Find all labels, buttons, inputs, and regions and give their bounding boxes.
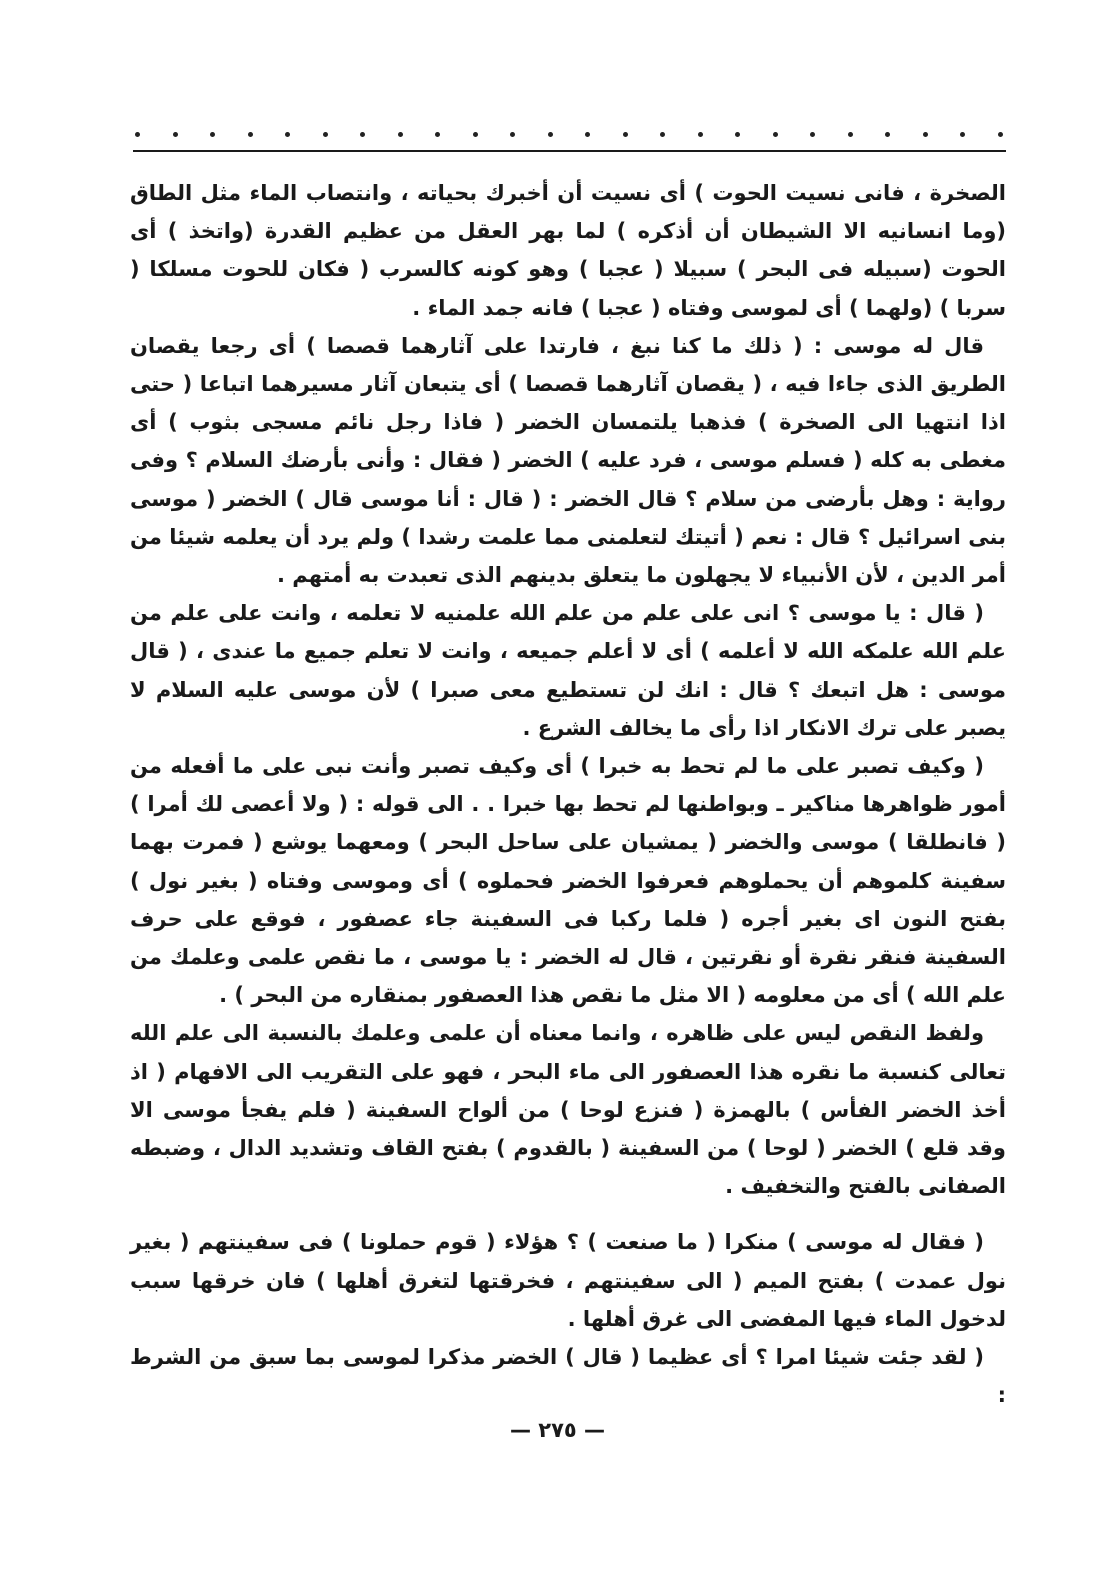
paragraph-7: ( لقد جئت شيئا امرا ؟ أى عظيما ( قال ) الخضر مذكرا لموسى بما سبق من الشرط : xyxy=(130,1345,1006,1408)
paragraph-3: ( قال : يا موسى ؟ انى على علم من علم الله علمنيه لا تعلمه ، وانت على علم من علم الله علمكه الله لا أعلمه ) أى لا أعلم جميعه ، وانت لا تعلم جميع ما عندى ، ( قال موسى : هل اتبعك ؟ قال : انك لن تستطيع معى صبرا ) لأن موسى عليه السلام لا يصبر على ترك الانكار اذا رأى ما يخالف الشرع . xyxy=(130,601,1006,740)
paragraph-5: ولفظ النقص ليس على ظاهره ، وانما معناه أن علمى وعلمك بالنسبة الى علم الله تعالى كنسبة ما نقره هذا العصفور الى ماء البحر ، فهو على التقريب الى الافهام ( اذ أخذ الخضر الفأس ) بالهمزة ( فنزع لوحا ) من ألواح السفينة ( فلم يفجأ موسى الا وقد قلع ) الخضر ( لوحا ) من السفينة ( بالقدوم ) بفتح القاف وتشديد الدال ، وضبطه الصفانى بالفتح والتخفيف . xyxy=(130,1021,1006,1199)
page-number: — ٢٧٥ — xyxy=(509,1418,606,1442)
header-dot xyxy=(360,132,365,137)
header-dot xyxy=(810,132,815,137)
header-dot xyxy=(848,132,853,137)
paragraph-1: الصخرة ، فانى نسيت الحوت ) أى نسيت أن أخبرك بحياته ، وانتصاب الماء مثل الطاق (وما انسانيه الا الشيطان أن أذكره ) لما بهر العقل من عظيم القدرة (واتخذ ) أى الحوت (سبيله فى البحر ) سبيلا ( عجبا ) وهو كونه كالسرب ( فكان للحوت مسلكا ( سربا ) (ولهما ) أى لموسى وفتاه ( عجبا ) فانه جمد الماء . xyxy=(130,181,1006,320)
header-dot xyxy=(548,132,553,137)
header-dot xyxy=(510,132,515,137)
header-dot xyxy=(285,132,290,137)
decorative-dot-row xyxy=(135,124,1003,144)
page-body-text xyxy=(130,174,1006,1415)
header-dot xyxy=(660,132,665,137)
header-dot xyxy=(623,132,628,137)
header-dot xyxy=(923,132,928,137)
header-dot xyxy=(473,132,478,137)
header-dot xyxy=(698,132,703,137)
header-dot xyxy=(998,132,1003,137)
header-dot xyxy=(435,132,440,137)
header-dot xyxy=(173,132,178,137)
header-dot xyxy=(398,132,403,137)
header-dot xyxy=(248,132,253,137)
header-dot xyxy=(135,132,140,137)
paragraph-4: ( وكيف تصبر على ما لم تحط به خبرا ) أى وكيف تصبر وأنت نبى على ما أفعله من أمور ظواهرها مناكير ـ وبواطنها لم تحط بها خبرا . . الى قوله : ( ولا أعصى لك أمرا ) ( فانطلقا ) موسى والخضر ( يمشيان على ساحل البحر ) ومعهما يوشع ( فمرت بهما سفينة كلموهم أن يحملوهم فعرفوا الخضر فحملوه ) أى وموسى وفتاه ( بغير نول ) بفتح النون اى بغير أجره ( فلما ركبا فى السفينة جاء عصفور ، فوقع على حرف السفينة فنقر نقرة أو نقرتين ، قال له الخضر : يا موسى ، ما نقص علمى وعلمك من علم الله ) أى من معلومه ( الا مثل ما نقص هذا العصفور بمنقاره من البحر ) . xyxy=(130,754,1006,1008)
header-dot xyxy=(585,132,590,137)
paragraph-6: ( فقال له موسى ) منكرا ( ما صنعت ) ؟ هؤلاء ( قوم حملونا ) فى سفينتهم ( بغير نول عمدت ) بفتح الميم ( الى سفينتهم ، فخرقتها لتغرق أهلها ) فان خرقها سبب لدخول الماء فيها المفضى الى غرق أهلها . xyxy=(130,1230,1006,1331)
header-dot xyxy=(773,132,778,137)
header-rule xyxy=(133,150,1006,152)
paragraph-2: قال له موسى : ( ذلك ما كنا نبغ ، فارتدا على آثارهما قصصا ) أى رجعا يقصان الطريق الذى جاءا فيه ، ( يقصان آثارهما قصصا ) أى يتبعان آثار مسيرهما اتباعا ( حتى اذا انتهيا الى الصخرة ) فذهبا يلتمسان الخضر ( فاذا رجل نائم مسجى بثوب ) أى مغطى به كله ( فسلم موسى ، فرد عليه ) الخضر ( فقال : وأنى بأرضك السلام ؟ وفى رواية : وهل بأرضى من سلام ؟ قال الخضر : ( قال : أنا موسى قال ) الخضر ( موسى بنى اسرائيل ؟ قال : نعم ( أتيتك لتعلمنى مما علمت رشدا ) ولم يرد أن يعلمه شيئا من أمر الدين ، لأن الأنبياء لا يجهلون ما يتعلق بدينهم الذى تعبدت به أمتهم . xyxy=(130,333,1006,588)
header-dot xyxy=(323,132,328,137)
header-dot xyxy=(960,132,965,137)
header-dot xyxy=(210,132,215,137)
header-dot xyxy=(735,132,740,137)
header-dot xyxy=(885,132,890,137)
